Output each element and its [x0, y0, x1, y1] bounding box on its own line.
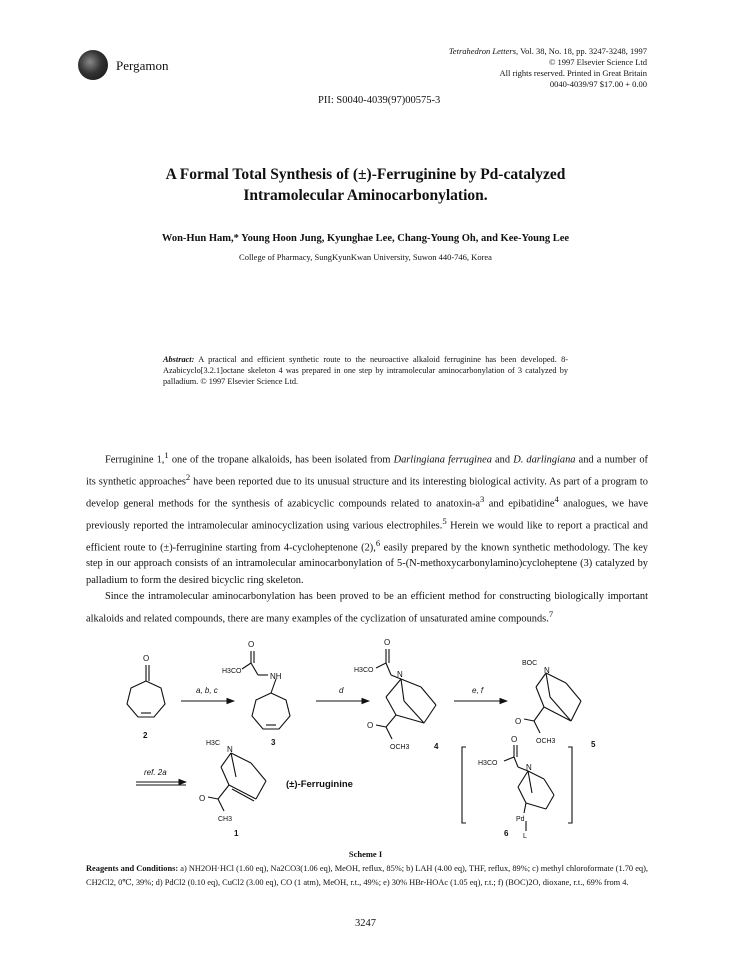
affiliation: College of Pharmacy, SungKyunKwan University, Suwon 440-746, Korea [239, 252, 492, 262]
body-text [86, 447, 648, 627]
atom-OCH3-4: OCH3 [390, 744, 410, 751]
cmpd-2-label: 2 [143, 731, 148, 740]
reagents-and-conditions [86, 862, 648, 890]
bracket-left [462, 747, 466, 823]
abstract-text: A practical and efficient synthetic route to the neuroactive alkaloid ferruginine has been developed. 8-Azabicyclo[3.2.1]octane skeleton 4 was prepared in one step by intramolecular aminocarbonylation of 3 catalyzed by palladium. © 1997 Elsevier Science Ltd. [163, 355, 568, 386]
journal-header [449, 46, 647, 90]
reaction-scheme [86, 635, 648, 845]
atom-N-4: N [397, 670, 403, 679]
atom-NH-3: NH [270, 672, 282, 681]
ferruginine-label: (±)-Ferruginine [286, 779, 353, 790]
page-number: 3247 [355, 918, 376, 929]
atom-H3C-1: H3C [206, 740, 221, 747]
reagents-label: Reagents and Conditions: [86, 864, 179, 873]
atom-O-ester-4: O [367, 721, 374, 730]
reagents-text: a) NH2OH·HCl (1.60 eq), Na2CO3(1.06 eq), MeOH, reflux, 85%; b) LAH (4.00 eq), THF, reflux, 89%; c) methyl chloroformate (1.70 eq), CH2Cl2, 0℃, 39%; d) PdCl2 (0.10 eq), CuCl2 (3.00 eq), CO (1 atm), MeOH, r.t., 49%; e) 30% HBr-HOAc (1.05 eq), r.t.; f) (BOC)2O, dioxane, r.t., 69% from 4. [86, 864, 648, 887]
paragraph-2: Since the intramolecular aminocarbonylation has been proved to be an efficient method for constructing biologically important alkaloids and related compounds, there are many examples of the cyclization of unsaturated amine compounds.$^7$ [86, 591, 648, 625]
atom-OCH3-5: OCH3 [536, 738, 556, 745]
paper-title [0, 164, 731, 206]
atom-O-6: O [511, 735, 518, 744]
scheme-label: Scheme I [348, 849, 383, 859]
cmpd-5-label: 5 [591, 740, 596, 749]
arrow-ref-label: ref. 2a [144, 768, 167, 777]
atom-Pd-6: Pd [516, 816, 525, 823]
compound-2-structure [127, 665, 165, 717]
atom-N-5: N [544, 666, 550, 675]
atom-H3CO-4: H3CO [354, 667, 374, 674]
title-line-1: A Formal Total Synthesis of (±)-Ferruginine by Pd-catalyzed [165, 166, 566, 183]
cmpd-6-label: 6 [504, 829, 509, 838]
paragraph-1: Ferruginine 1,$^1$ one of the tropane alkaloids, has been isolated from Darlingiana ferruginea and D. darlingiana and a number of its synthetic approaches$^2$ have been reported due to its unusual structure and its interesting biological activity. As part of a program to develop general methods for the synthesis of azabicyclic compounds related to anatoxin-$a^3$ and epibatidine$^4$ analogues, we have previously reported the intramolecular aminocyclization using various electrophiles.$^5$ Herein we would like to report a practical and efficient route to (±)-ferruginine starting from 4-cycloheptenone (2),$^6$ easily prepared by the known synthetic methodology. The key step in our approach consists of an intramolecular aminocarbonylation of 5-(N-methoxycarbonylamino)cycloheptene (3) catalyzed by palladium to form the desired bicyclic ring skeleton. [86, 450, 648, 586]
title-line-2: Intramolecular Aminocarbonylation. [243, 187, 488, 204]
atom-H3CO-6: H3CO [478, 760, 498, 767]
cmpd-4-label: 4 [434, 742, 439, 751]
atom-N-6: N [526, 763, 532, 772]
bracket-right [568, 747, 572, 823]
compound-5-structure [524, 673, 581, 733]
arrow-d-label: d [339, 686, 344, 695]
atom-L-6: L [523, 833, 527, 840]
cmpd-3-label: 3 [271, 738, 276, 747]
atom-O-4: O [384, 638, 391, 647]
atom-O-2: O [143, 654, 150, 663]
atom-CH3-1: CH3 [218, 816, 233, 823]
atom-H3CO-3: H3CO [222, 668, 242, 675]
cmpd-1-label: 1 [234, 829, 239, 838]
atom-O-1: O [199, 794, 206, 803]
atom-O-ester-5: O [515, 717, 522, 726]
authors: Won-Hun Ham,* Young Hoon Jung, Kyunghae Lee, Chang-Young Oh, and Kee-Young Lee [161, 233, 570, 244]
abstract [163, 354, 568, 387]
atom-N-1: N [227, 745, 233, 754]
journal-citation: Tetrahedron Letters, Vol. 38, No. 18, pp. 3247-3248, 1997 [448, 46, 647, 56]
journal-name: Tetrahedron Letters [448, 46, 517, 56]
issn-line: 0040-4039/97 $17.00 + 0.00 [549, 79, 647, 89]
compound-1-structure [208, 753, 266, 811]
rights-line: All rights reserved. Printed in Great Britain [499, 68, 647, 78]
atom-O-3: O [248, 640, 255, 649]
compound-4-structure [376, 649, 436, 739]
publisher-name: Pergamon [116, 58, 169, 73]
copyright-line: © 1997 Elsevier Science Ltd [548, 57, 647, 67]
pii: PII: S0040-4039(97)00575-3 [318, 95, 441, 106]
compound-6-structure [504, 745, 554, 831]
compound-3-structure [242, 651, 290, 729]
abstract-label: Abstract: [163, 355, 195, 364]
atom-BOC-5: BOC [522, 660, 538, 667]
arrow-ef-label: e, f [472, 686, 484, 695]
arrow-abc-label: a, b, c [196, 686, 218, 695]
pergamon-logo [78, 50, 108, 80]
